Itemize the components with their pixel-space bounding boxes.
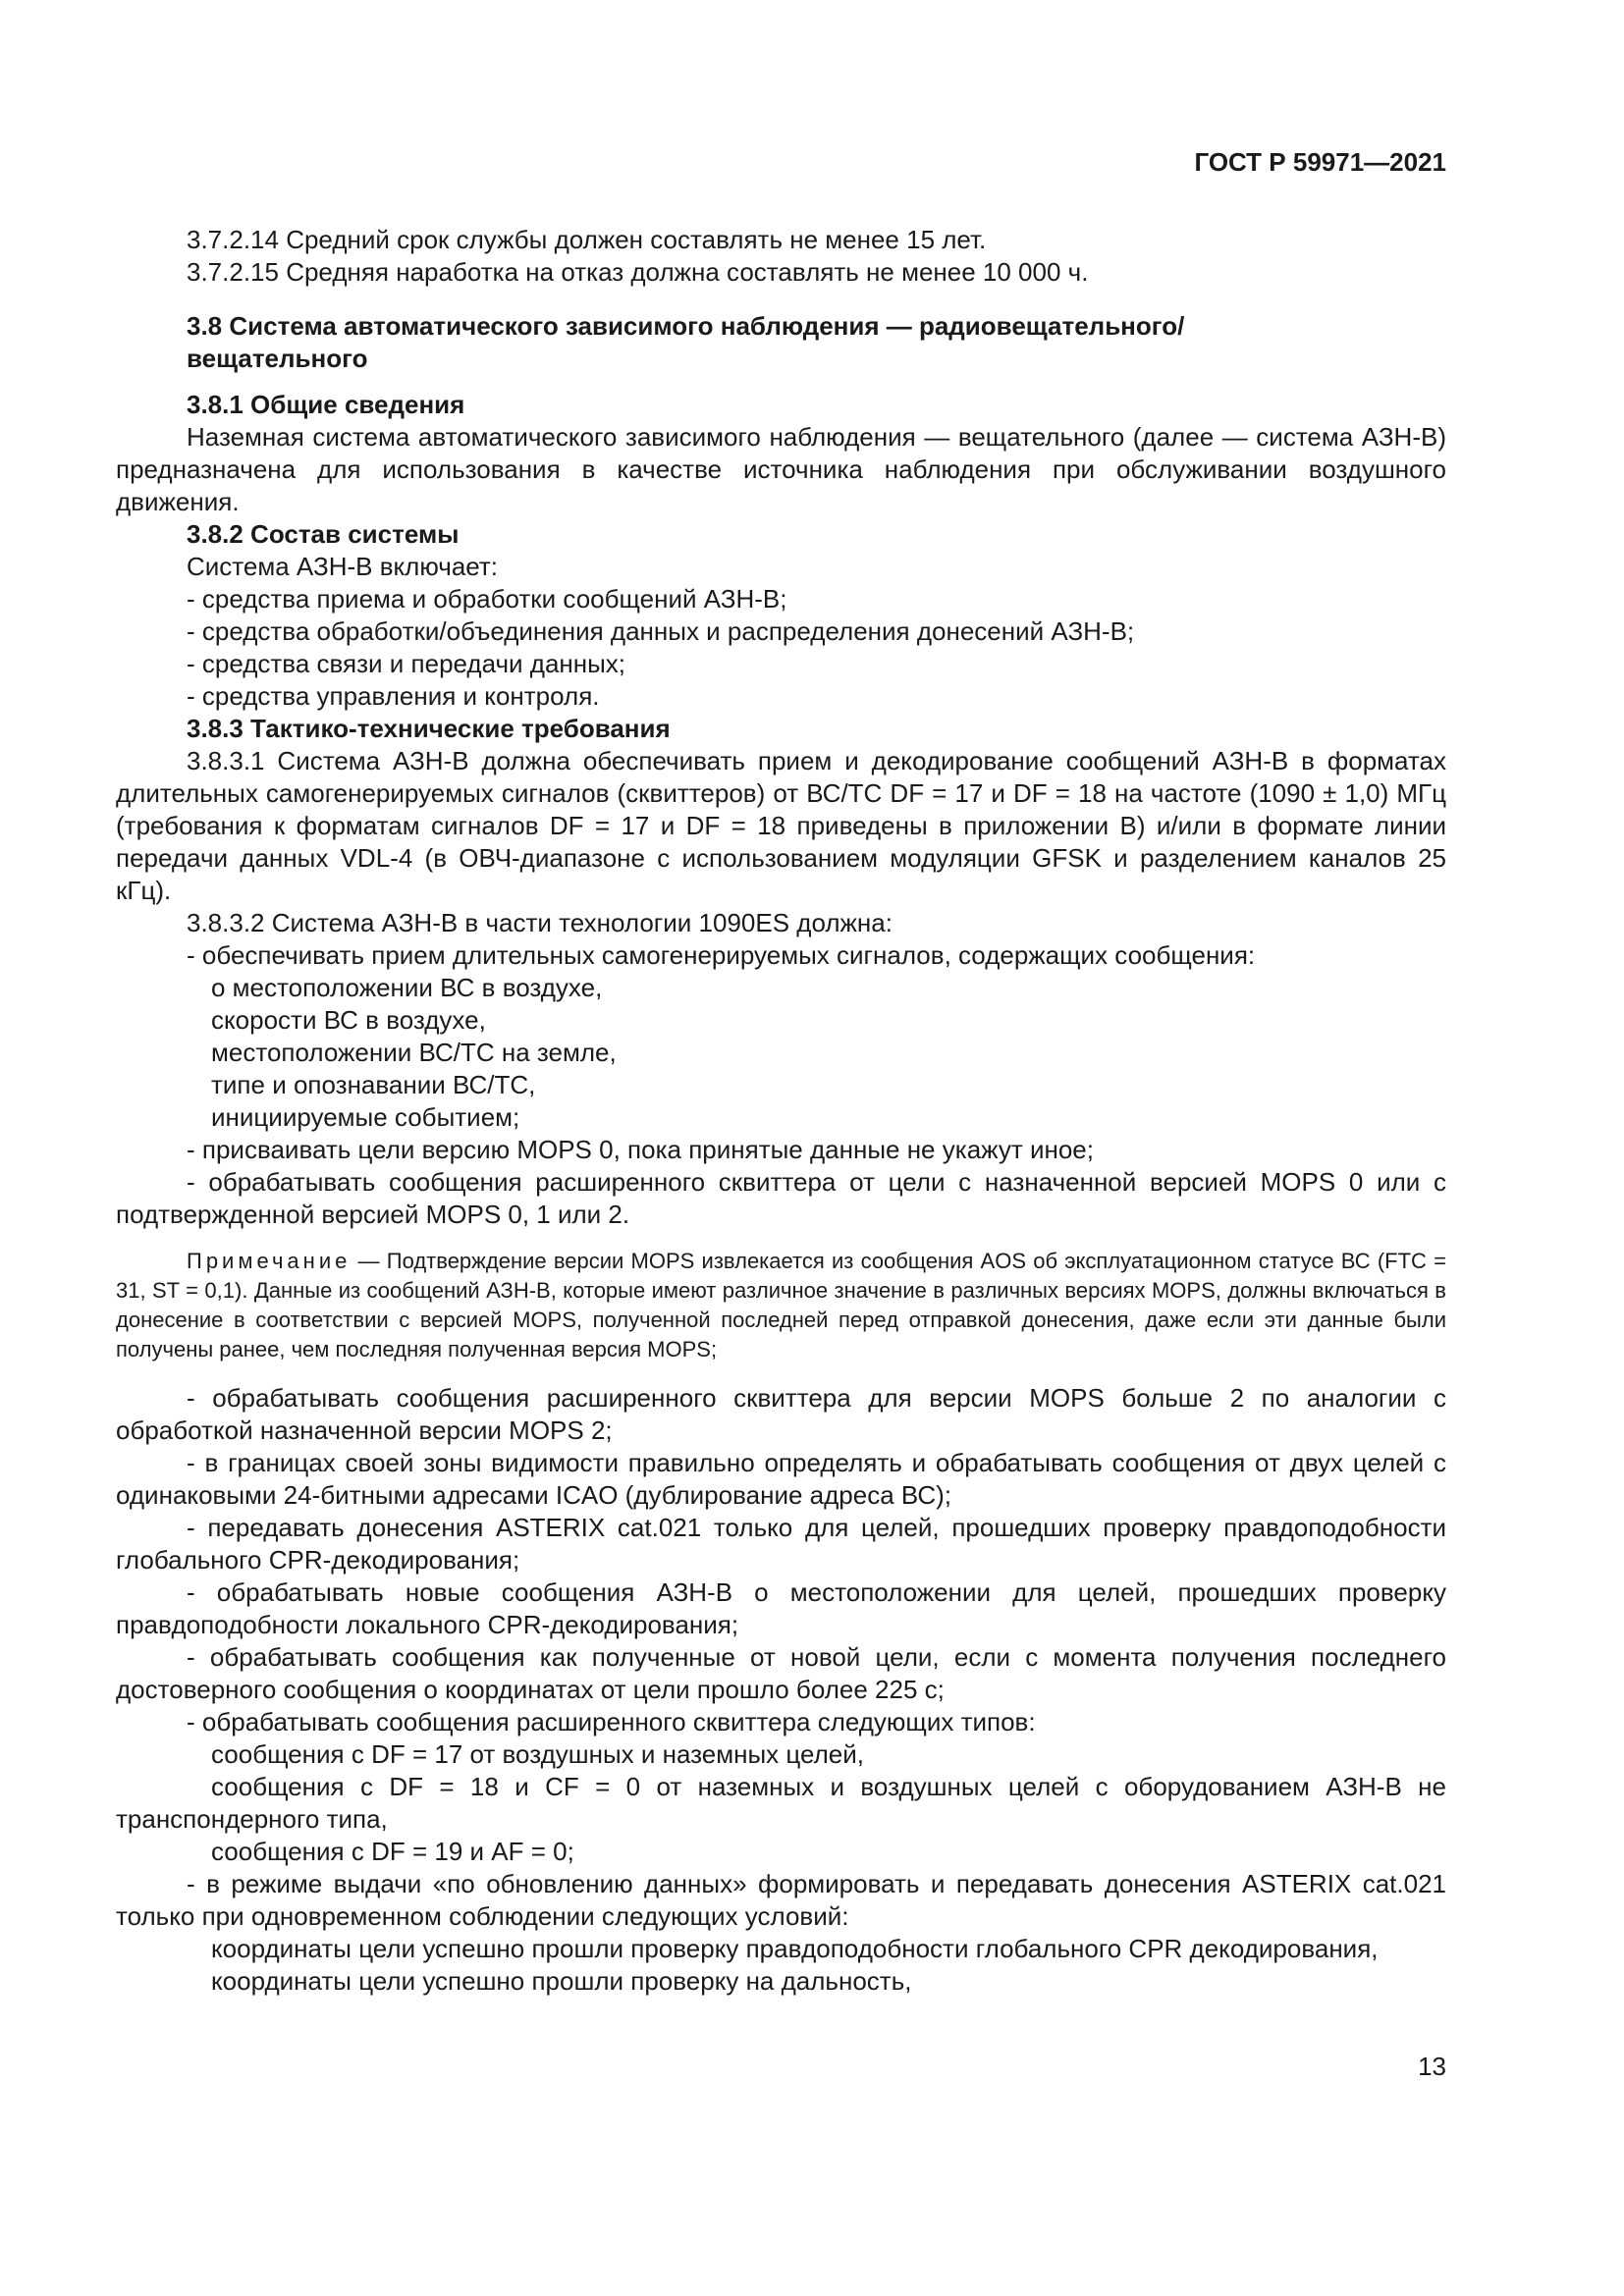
list-subitem: типе и опознавании ВС/ТС, (211, 1070, 536, 1099)
clause-3-7-2-15: 3.7.2.15 Средняя наработка на отказ должна составлять не менее 10 000 ч. (187, 257, 1089, 287)
clause-3-8-3-1: 3.8.3.1 Система АЗН-В должна обеспечивать прием и декодирование сообщений АЗН-В в форматах длительных самогенерируемых сигналов (сквиттеров) от ВС/ТС DF = 17 и DF = 18 на частоте (1090 ± 1,0) МГц (требования к форматам сигналов DF = 17 и DF = 18 приведены в приложении В) и/или в формате линии передачи данных VDL-4 (в ОВЧ-диапазоне с использованием модуляции GFSK и разделением каналов 25 кГц). (116, 746, 1446, 905)
list-item: - средства приема и обработки сообщений АЗН-В; (187, 584, 787, 614)
section-3-8-2-intro: Система АЗН-В включает: (187, 552, 499, 581)
list-item: - обрабатывать сообщения расширенного сквиттера для версии MOPS больше 2 по аналогии с обработкой назначенной версии MOPS 2; (116, 1383, 1446, 1445)
note-text: — Подтверждение версии MOPS извлекается из сообщения AOS об эксплуатационном статусе ВС (FTC = 31, ST = 0,1). Данные из сообщений АЗН-В, которые имеют различное значение в различных версиях MOPS, должны включаться в донесение в соответствии с версией MOPS, полученной последней перед отправкой донесения, даже если эти данные были получены ранее, чем последняя полученная версия MOPS; (116, 1249, 1446, 1362)
section-3-8-1-title: 3.8.1 Общие сведения (187, 390, 465, 419)
section-3-8-title-line2: вещательного (187, 344, 368, 373)
list-subitem: координаты цели успешно прошли проверку правдоподобности глобального CPR декодирования, (211, 1934, 1379, 1963)
list-item: - средства связи и передачи данных; (187, 649, 626, 678)
list-item: - обрабатывать сообщения расширенного сквиттера от цели с назначенной версией MOPS 0 или с подтвержденной версией MOPS 0, 1 или 2. (116, 1167, 1446, 1229)
note-label: Примечание (187, 1249, 352, 1273)
list-item: - в границах своей зоны видимости правильно определять и обрабатывать сообщения от двух целей с одинаковыми 24-битными адресами ICAO (дублирование адреса ВС); (116, 1448, 1446, 1510)
list-item: - в режиме выдачи «по обновлению данных» формировать и передавать донесения ASTERIX cat.021 только при одновременном соблюдении следующих условий: (116, 1869, 1446, 1931)
list-subitem: координаты цели успешно прошли проверку на дальность, (211, 1966, 912, 1996)
section-3-8-2-title: 3.8.2 Состав системы (187, 519, 460, 549)
clause-3-8-3-2: 3.8.3.2 Система АЗН-В в части технологии 1090ES должна: (187, 908, 893, 937)
list-subitem: скорости ВС в воздухе, (211, 1005, 486, 1035)
list-subitem: о местоположении ВС в воздухе, (211, 973, 603, 1002)
list-item: - обрабатывать сообщения как полученные от новой цели, если с момента получения последнего достоверного сообщения о координатах от цели прошло более 225 с; (116, 1642, 1446, 1704)
section-3-8-title-line1: 3.8 Система автоматического зависимого наблюдения — радиовещательного/ (187, 311, 1185, 341)
page-number: 13 (1418, 2052, 1446, 2081)
list-subitem: сообщения с DF = 19 и AF = 0; (211, 1837, 574, 1866)
note (116, 1247, 1446, 1364)
list-subitem: инициируемые событием; (211, 1102, 520, 1132)
list-item: - обрабатывать новые сообщения АЗН-В о местоположении для целей, прошедших проверку правдоподобности локального CPR-декодирования; (116, 1577, 1446, 1639)
page-content (116, 224, 1446, 1998)
clause-3-7-2-14: 3.7.2.14 Средний срок службы должен составлять не менее 15 лет. (187, 225, 987, 254)
list-subitem: местоположении ВС/ТС на земле, (211, 1038, 617, 1067)
list-item: - средства обработки/объединения данных и распределения донесений АЗН-В; (187, 616, 1135, 646)
list-item: - передавать донесения ASTERIX cat.021 только для целей, прошедших проверку правдоподобности глобального CPR-декодирования; (116, 1513, 1446, 1575)
list-item: - обрабатывать сообщения расширенного сквиттера следующих типов: (187, 1707, 1036, 1736)
list-subitem: сообщения с DF = 18 и CF = 0 от наземных и воздушных целей с оборудованием АЗН-В не транспондерного типа, (116, 1772, 1446, 1834)
list-item: - средства управления и контроля. (187, 681, 600, 711)
section-3-8-3-title: 3.8.3 Тактико-технические требования (187, 714, 671, 743)
section-3-8-1-text: Наземная система автоматического зависимого наблюдения — вещательного (далее — система АЗН-В) предназначена для использования в качестве источника наблюдения при обслуживании воздушного движения. (116, 422, 1446, 516)
list-item: - присваивать цели версию MOPS 0, пока принятые данные не укажут иное; (187, 1135, 1094, 1164)
list-subitem: сообщения с DF = 17 от воздушных и наземных целей, (211, 1739, 864, 1769)
document-code: ГОСТ Р 59971—2021 (1194, 147, 1446, 177)
list-item: - обеспечивать прием длительных самогенерируемых сигналов, содержащих сообщения: (187, 940, 1256, 970)
